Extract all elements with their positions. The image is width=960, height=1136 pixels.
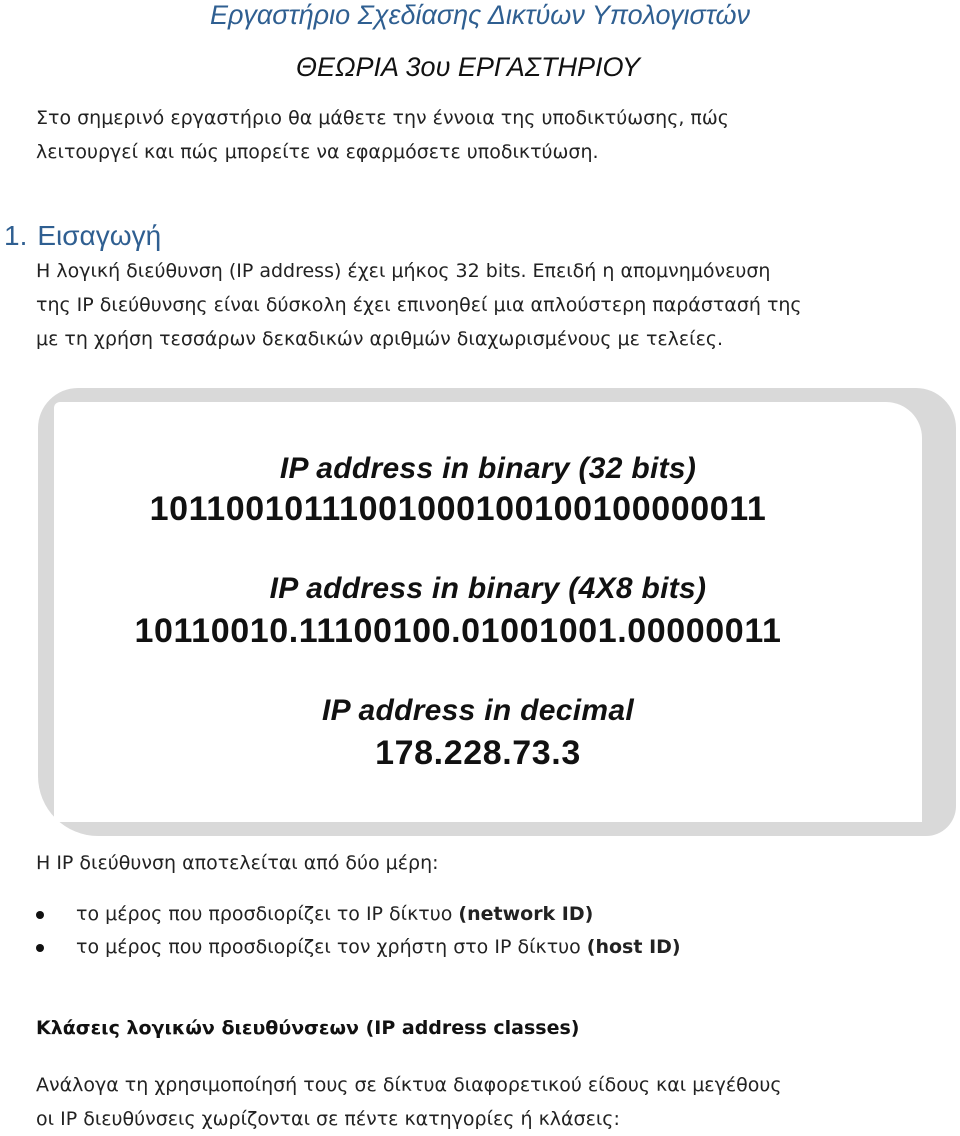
page-title: Εργαστήριο Σχεδίασης Δικτύων Υπολογιστών [209, 0, 751, 30]
intro-line: Στο σημερινό εργαστήριο θα μάθετε την έννοια της υποδικτύωσης, πώς [36, 107, 729, 129]
section-number: 1. [4, 220, 28, 251]
list-item-term: (network ID) [458, 903, 594, 925]
figure-panel [54, 402, 922, 822]
caption-binary-32: IP address in binary (32 bits) [279, 452, 697, 485]
parts-list [36, 898, 681, 964]
section-title: Εισαγωγή [37, 220, 162, 251]
section1-line: της IP διεύθυνσης είναι δύσκολη έχει επινοηθεί μια απλούστερη παράστασή της [36, 294, 802, 316]
section1-line: Η λογική διεύθυνση (IP address) έχει μήκος 32 bits. Επειδή η απομνημόνευση [36, 260, 771, 282]
list-item [36, 898, 681, 931]
parts-intro: Η IP διεύθυνση αποτελείται από δύο μέρη: [36, 852, 439, 874]
list-item-text: το μέρος που προσδιορίζει το IP δίκτυο [76, 903, 459, 925]
classes-line: οι IP διευθύνσεις χωρίζονται σε πέντε κατηγορίες ή κλάσεις: [36, 1108, 620, 1130]
binary-32-value: 10110010111001000100100100000011 [149, 490, 767, 528]
section1-line: με τη χρήση τεσσάρων δεκαδικών αριθμών διαχωρισμένους με τελείες. [36, 328, 724, 350]
ip-address-figure [38, 388, 956, 836]
intro-line: λειτουργεί και πώς μπορείτε να εφαρμόσετε υποδικτύωση. [36, 141, 599, 163]
classes-paragraph [36, 1068, 906, 1136]
classes-line: Ανάλογα τη χρησιμοποίησή τους σε δίκτυα διαφορετικού είδους και μεγέθους [36, 1074, 782, 1096]
list-item [36, 931, 681, 964]
classes-heading: Κλάσεις λογικών διευθύνσεων (IP address classes) [36, 1017, 580, 1039]
caption-binary-4x8: IP address in binary (4X8 bits) [269, 572, 707, 605]
page-subtitle: ΘΕΩΡΙΑ 3ου ΕΡΓΑΣΤΗΡΙΟΥ [295, 52, 641, 82]
list-item-text: το μέρος που προσδιορίζει τον χρήστη στο IP δίκτυο [76, 936, 587, 958]
intro-paragraph [36, 101, 896, 169]
caption-decimal: IP address in decimal [322, 694, 634, 727]
list-item-term: (host ID) [586, 936, 681, 958]
bullet-icon [36, 944, 44, 952]
decimal-value: 178.228.73.3 [375, 734, 581, 772]
section-heading [4, 216, 161, 256]
bullet-icon [36, 911, 44, 919]
section1-paragraph [36, 254, 900, 356]
binary-4x8-value: 10110010.11100100.01001001.00000011 [134, 612, 782, 650]
